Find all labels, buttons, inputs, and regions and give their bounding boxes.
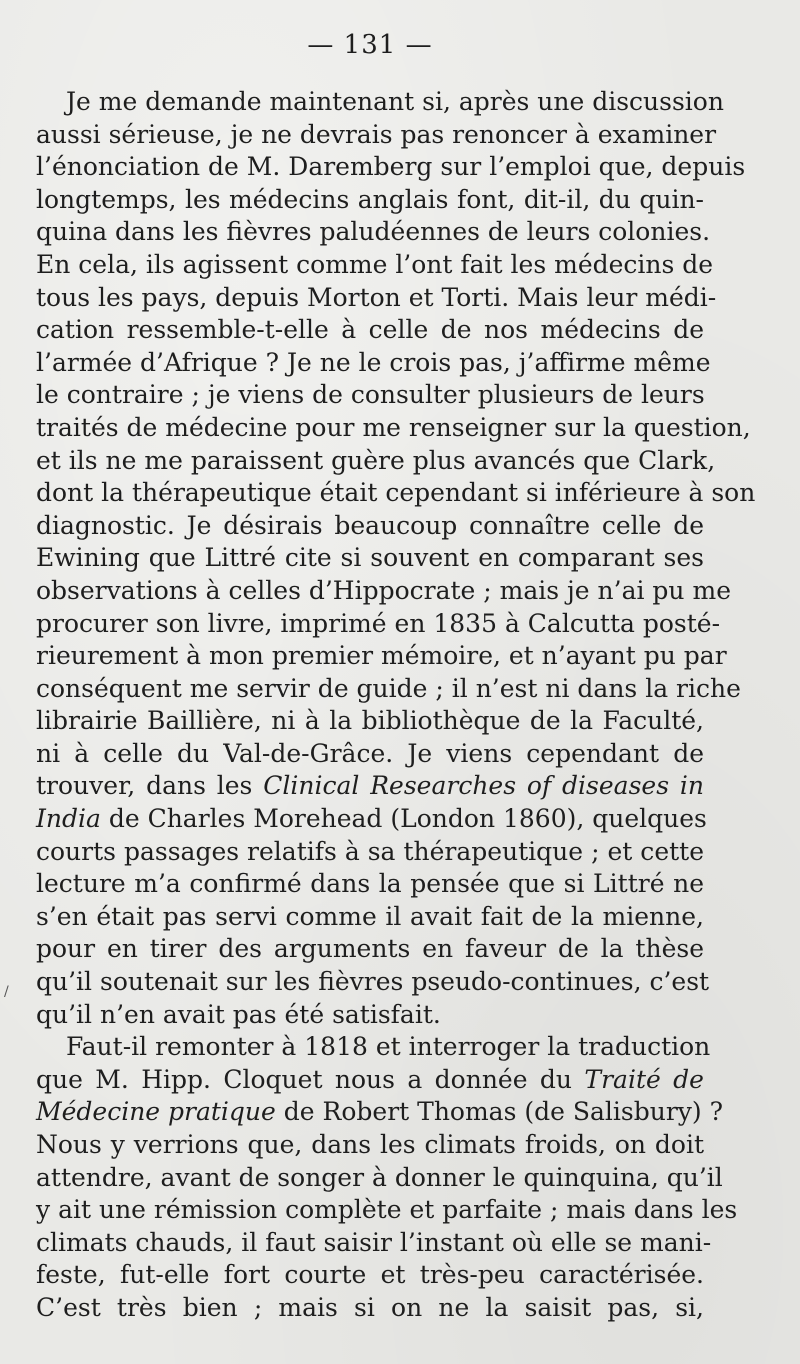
text-line: qu’il soutenait sur les fièvres pseudo-continues, c’est	[36, 967, 710, 997]
text-line: le contraire ; je viens de consulter plusieurs de leurs	[36, 380, 705, 410]
text-run: que M. Hipp. Cloquet nous a donnée du	[36, 1064, 585, 1094]
text-line: ni à celle du Val-de-Grâce. Je viens cependant de	[36, 738, 704, 768]
text-line: cation ressemble-t-elle à celle de nos médecins de	[36, 315, 704, 345]
text-line: diagnostic. Je désirais beaucoup connaître celle de	[36, 510, 704, 540]
book-title-italic: Clinical Researches of diseases in	[263, 771, 704, 801]
text-line: climats chauds, il faut saisir l’instant où elle se mani-	[36, 1227, 712, 1257]
text-line: aussi sérieuse, je ne devrais pas renoncer à examiner	[36, 119, 717, 149]
margin-mark: /	[4, 984, 9, 1000]
text-line: y ait une rémission complète et parfaite ; mais dans les	[36, 1195, 738, 1225]
book-title-italic: Médecine pratique	[36, 1097, 276, 1127]
text-line: rieurement à mon premier mémoire, et n’ayant pu par	[36, 641, 727, 671]
text-line: courts passages relatifs à sa thérapeutique ; et cette	[36, 836, 704, 866]
text-line: Nous y verrions que, dans les climats froids, on doit	[36, 1130, 704, 1159]
text-line: quina dans les fièvres paludéennes de leurs colonies.	[36, 217, 711, 247]
text-line: s’en était pas servi comme il avait fait de la mienne,	[36, 901, 704, 931]
text-line	[36, 770, 704, 803]
text-line: l’énonciation de M. Daremberg sur l’emploi que, depuis	[36, 152, 746, 182]
text-line: librairie Baillière, ni à la bibliothèque de la Faculté,	[36, 706, 704, 736]
body-text	[36, 86, 756, 1325]
text-line: pour en tirer des arguments en faveur de la thèse	[36, 934, 704, 964]
text-line	[36, 803, 707, 836]
text-line: dont la thérapeutique était cependant si inférieure à son	[36, 478, 756, 508]
text-line: Je me demande maintenant si, après une discussion	[66, 87, 724, 116]
page-number: — 131 —	[307, 30, 433, 60]
text-line: traités de médecine pour me renseigner sur la question,	[36, 412, 751, 442]
text-line: l’armée d’Afrique ? Je ne le crois pas, j’affirme même	[36, 347, 711, 377]
book-title-italic: Traité de	[584, 1064, 704, 1094]
text-line: conséquent me servir de guide ; il n’est ni dans la riche	[36, 673, 741, 703]
text-line: procurer son livre, imprimé en 1835 à Calcutta posté-	[36, 608, 721, 638]
text-line: lecture m’a confirmé dans la pensée que si Littré ne	[36, 869, 704, 899]
text-line: feste, fut-elle fort courte et très-peu caractérisée.	[36, 1260, 704, 1290]
text-line	[36, 1064, 704, 1097]
text-run: de Charles Morehead (London 1860), quelques	[100, 804, 707, 834]
text-line: longtemps, les médecins anglais font, dit-il, du quin-	[36, 184, 704, 214]
text-line: tous les pays, depuis Morton et Torti. Mais leur médi-	[36, 282, 717, 312]
text-run: trouver, dans les	[36, 771, 264, 801]
text-run: de Robert Thomas (de Salisbury) ?	[275, 1097, 723, 1127]
text-line: attendre, avant de songer à donner le quinquina, qu’il	[36, 1162, 723, 1192]
text-line: Ewining que Littré cite si souvent en comparant ses	[36, 543, 704, 573]
text-line: et ils ne me paraissent guère plus avancés que Clark,	[36, 445, 716, 475]
book-title-italic: India	[36, 804, 101, 834]
text-line: En cela, ils agissent comme l’ont fait les médecins de	[36, 249, 714, 279]
text-line: C’est très bien ; mais si on ne la saisit pas, si,	[36, 1292, 704, 1322]
text-line: Faut-il remonter à 1818 et interroger la traduction	[66, 1032, 711, 1062]
text-line	[36, 1096, 723, 1129]
text-line: observations à celles d’Hippocrate ; mais je n’ai pu me	[36, 575, 731, 605]
text-line: qu’il n’en avait pas été satisfait.	[36, 999, 441, 1029]
